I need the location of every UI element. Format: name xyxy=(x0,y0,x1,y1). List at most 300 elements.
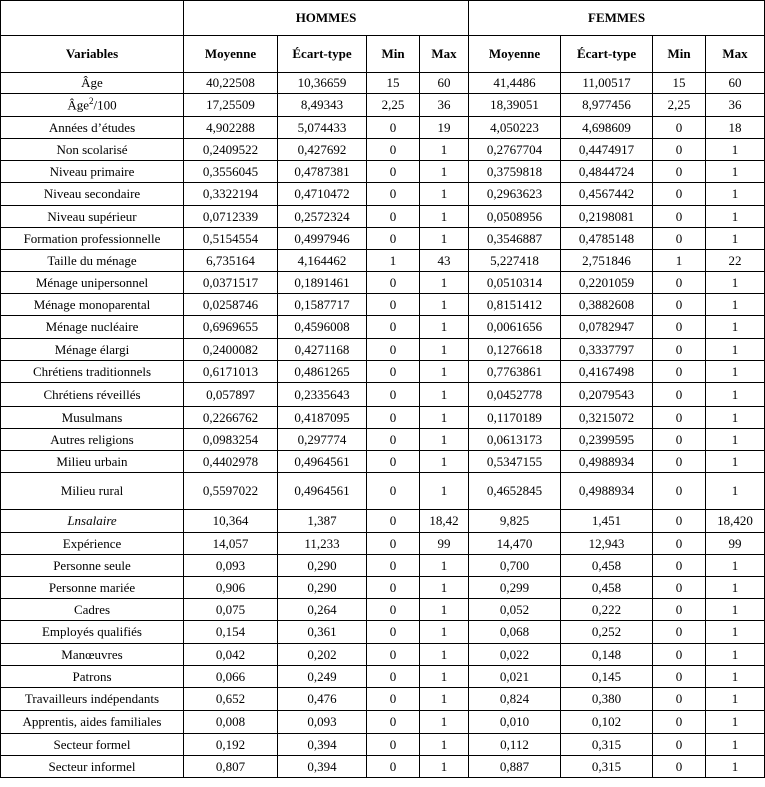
table-cell: 0,4167498 xyxy=(561,361,653,383)
table-cell: 0 xyxy=(653,183,706,206)
table-cell: 0,0613173 xyxy=(469,429,561,451)
row-label xyxy=(1,756,184,778)
table-row xyxy=(1,599,765,621)
table-cell: 0 xyxy=(367,644,420,666)
column-header-hommes-ecart-type: Écart-type xyxy=(278,36,367,73)
table-cell: 1 xyxy=(706,711,765,734)
table-row xyxy=(1,294,765,316)
row-label xyxy=(1,711,184,734)
group-femmes-header: FEMMES xyxy=(469,1,765,36)
table-cell: 1 xyxy=(706,644,765,666)
table-row xyxy=(1,117,765,139)
table-cell: 0,4964561 xyxy=(278,451,367,473)
row-label xyxy=(1,510,184,533)
table-row xyxy=(1,228,765,250)
table-cell: 0 xyxy=(367,621,420,644)
table-cell: 0 xyxy=(653,361,706,383)
table-cell: 0 xyxy=(367,533,420,555)
table-cell: 43 xyxy=(420,250,469,272)
table-cell: 1 xyxy=(420,161,469,183)
table-cell: 0,4567442 xyxy=(561,183,653,206)
table-cell: 0 xyxy=(653,577,706,599)
row-label-text: Ménage élargi xyxy=(54,341,130,357)
table-cell: 15 xyxy=(367,73,420,94)
row-label-text: Milieu rural xyxy=(60,483,124,498)
row-label xyxy=(1,272,184,294)
table-cell: 0,0508956 xyxy=(469,206,561,228)
table-cell: 1 xyxy=(706,183,765,206)
table-row xyxy=(1,644,765,666)
row-label-text: Ménage unipersonnel xyxy=(35,274,149,290)
table-cell: 0 xyxy=(653,339,706,361)
table-cell: 1 xyxy=(706,451,765,473)
row-label-text: Âge xyxy=(67,97,90,113)
row-label-text: Ménage monoparental xyxy=(33,296,151,312)
table-cell: 0 xyxy=(367,139,420,161)
row-label-text: Chrétiens traditionnels xyxy=(32,363,152,379)
table-cell: 1 xyxy=(706,621,765,644)
table-cell: 0,3546887 xyxy=(469,228,561,250)
table-cell: 0,3556045 xyxy=(184,161,278,183)
table-cell: 0 xyxy=(653,688,706,711)
table-cell: 0,4710472 xyxy=(278,183,367,206)
table-cell: 0,2409522 xyxy=(184,139,278,161)
table-cell: 60 xyxy=(420,73,469,94)
table-cell: 0,297774 xyxy=(278,429,367,451)
table-cell: 0,1891461 xyxy=(278,272,367,294)
table-cell: 1 xyxy=(420,361,469,383)
table-cell: 1 xyxy=(420,644,469,666)
table-cell: 0,4988934 xyxy=(561,473,653,510)
table-cell: 1 xyxy=(367,250,420,272)
table-cell: 2,25 xyxy=(653,94,706,117)
table-cell: 0,824 xyxy=(469,688,561,711)
table-cell: 0,252 xyxy=(561,621,653,644)
table-row xyxy=(1,250,765,272)
column-header-hommes-moyenne: Moyenne xyxy=(184,36,278,73)
table-cell: 0,249 xyxy=(278,666,367,688)
table-cell: 18,39051 xyxy=(469,94,561,117)
table-cell: 1 xyxy=(420,183,469,206)
table-cell: 1 xyxy=(420,599,469,621)
table-cell: 0,112 xyxy=(469,734,561,756)
table-row xyxy=(1,383,765,407)
row-label-text: Âge xyxy=(81,75,103,90)
table-cell: 1,451 xyxy=(561,510,653,533)
row-label-text: Apprentis, aides familiales xyxy=(22,714,162,729)
table-cell: 0,2335643 xyxy=(278,383,367,407)
table-cell: 5,074433 xyxy=(278,117,367,139)
table-cell: 0,3337797 xyxy=(561,339,653,361)
table-cell: 0 xyxy=(653,228,706,250)
table-cell: 0 xyxy=(367,429,420,451)
table-cell: 0 xyxy=(653,666,706,688)
table-cell: 18,420 xyxy=(706,510,765,533)
table-cell: 0 xyxy=(367,711,420,734)
table-cell: 1 xyxy=(420,688,469,711)
table-cell: 0 xyxy=(367,451,420,473)
row-label xyxy=(1,688,184,711)
table-row xyxy=(1,734,765,756)
table-cell: 0,0061656 xyxy=(469,316,561,339)
table-cell: 0,2572324 xyxy=(278,206,367,228)
table-cell: 1 xyxy=(420,621,469,644)
table-cell: 0,4271168 xyxy=(278,339,367,361)
table-cell: 1 xyxy=(706,294,765,316)
table-cell: 36 xyxy=(706,94,765,117)
row-label xyxy=(1,599,184,621)
table-cell: 0 xyxy=(367,294,420,316)
table-cell: 0 xyxy=(653,734,706,756)
table-cell: 8,977456 xyxy=(561,94,653,117)
table-cell: 18 xyxy=(706,117,765,139)
row-label xyxy=(1,577,184,599)
table-cell: 22 xyxy=(706,250,765,272)
table-cell: 0,807 xyxy=(184,756,278,778)
table-cell: 0,8151412 xyxy=(469,294,561,316)
table-row xyxy=(1,577,765,599)
table-cell: 0 xyxy=(653,711,706,734)
table-cell: 60 xyxy=(706,73,765,94)
table-cell: 0 xyxy=(653,429,706,451)
table-row xyxy=(1,688,765,711)
row-label-text: Expérience xyxy=(62,535,122,551)
row-label xyxy=(1,73,184,94)
table-cell: 0,4988934 xyxy=(561,451,653,473)
table-row xyxy=(1,316,765,339)
table-cell: 1 xyxy=(706,756,765,778)
table-cell: 0,427692 xyxy=(278,139,367,161)
table-cell: 99 xyxy=(706,533,765,555)
table-cell: 0,0258746 xyxy=(184,294,278,316)
table-cell: 0,264 xyxy=(278,599,367,621)
table-cell: 0,4964561 xyxy=(278,473,367,510)
table-cell: 0,4402978 xyxy=(184,451,278,473)
column-header-femmes-max: Max xyxy=(706,36,765,73)
table-cell: 0 xyxy=(367,599,420,621)
table-cell: 4,050223 xyxy=(469,117,561,139)
table-cell: 1 xyxy=(420,555,469,577)
table-cell: 0 xyxy=(653,294,706,316)
row-label xyxy=(1,183,184,206)
row-label-text: Secteur informel xyxy=(48,758,136,774)
table-row xyxy=(1,473,765,510)
table-cell: 1 xyxy=(420,228,469,250)
table-cell: 0,4785148 xyxy=(561,228,653,250)
table-cell: 0,394 xyxy=(278,734,367,756)
table-cell: 0,042 xyxy=(184,644,278,666)
table-cell: 0 xyxy=(653,555,706,577)
table-cell: 0,154 xyxy=(184,621,278,644)
column-header-hommes-min: Min xyxy=(367,36,420,73)
table-header xyxy=(1,1,765,73)
table-cell: 0,2079543 xyxy=(561,383,653,407)
table-cell: 4,698609 xyxy=(561,117,653,139)
table-cell: 17,25509 xyxy=(184,94,278,117)
column-header-femmes-moyenne: Moyenne xyxy=(469,36,561,73)
table-cell: 11,233 xyxy=(278,533,367,555)
table-cell: 1 xyxy=(420,272,469,294)
table-cell: 0,192 xyxy=(184,734,278,756)
table-cell: 0,361 xyxy=(278,621,367,644)
table-row xyxy=(1,73,765,94)
table-cell: 1 xyxy=(420,206,469,228)
table-cell: 0 xyxy=(653,383,706,407)
row-label xyxy=(1,228,184,250)
table-row xyxy=(1,339,765,361)
table-cell: 0,315 xyxy=(561,756,653,778)
table-cell: 0 xyxy=(367,272,420,294)
column-header-femmes-ecart-type: Écart-type xyxy=(561,36,653,73)
table-cell: 0,476 xyxy=(278,688,367,711)
row-label-text: Patrons xyxy=(72,668,112,684)
table-cell: 1 xyxy=(706,599,765,621)
table-cell: 0,057897 xyxy=(184,383,278,407)
table-cell: 36 xyxy=(420,94,469,117)
table-cell: 0,6969655 xyxy=(184,316,278,339)
table-cell: 1 xyxy=(706,666,765,688)
table-cell: 0,202 xyxy=(278,644,367,666)
table-cell: 15 xyxy=(653,73,706,94)
table-cell: 0,052 xyxy=(469,599,561,621)
table-cell: 14,470 xyxy=(469,533,561,555)
table-cell: 18,42 xyxy=(420,510,469,533)
row-label-text: Niveau supérieur xyxy=(47,208,137,224)
table-cell: 1 xyxy=(706,361,765,383)
row-label-text: Autres religions xyxy=(50,431,134,447)
table-cell: 0,0510314 xyxy=(469,272,561,294)
table-cell: 0,4997946 xyxy=(278,228,367,250)
row-label xyxy=(1,94,184,117)
row-label xyxy=(1,139,184,161)
table-cell: 1 xyxy=(653,250,706,272)
table-cell: 0,6171013 xyxy=(184,361,278,383)
row-label xyxy=(1,429,184,451)
table-cell: 0,0712339 xyxy=(184,206,278,228)
table-cell: 1 xyxy=(420,734,469,756)
table-cell: 1 xyxy=(420,139,469,161)
table-cell: 1 xyxy=(706,139,765,161)
table-cell: 0,3882608 xyxy=(561,294,653,316)
table-cell: 1 xyxy=(706,272,765,294)
table-cell: 0 xyxy=(367,117,420,139)
table-cell: 0 xyxy=(367,688,420,711)
table-cell: 1 xyxy=(706,383,765,407)
table-cell: 1 xyxy=(706,316,765,339)
table-row xyxy=(1,533,765,555)
table-cell: 0 xyxy=(653,117,706,139)
table-cell: 0,299 xyxy=(469,577,561,599)
table-cell: 2,751846 xyxy=(561,250,653,272)
table-cell: 0 xyxy=(367,183,420,206)
table-cell: 41,4486 xyxy=(469,73,561,94)
table-cell: 0,1170189 xyxy=(469,407,561,429)
table-cell: 0 xyxy=(367,756,420,778)
table-cell: 0 xyxy=(653,316,706,339)
table-cell: 1 xyxy=(420,451,469,473)
table-cell: 0,4844724 xyxy=(561,161,653,183)
column-header-femmes-min: Min xyxy=(653,36,706,73)
table-cell: 0 xyxy=(367,316,420,339)
table-cell: 1 xyxy=(706,429,765,451)
row-label-text: Formation professionnelle xyxy=(23,230,161,246)
table-cell: 99 xyxy=(420,533,469,555)
table-cell: 14,057 xyxy=(184,533,278,555)
table-row xyxy=(1,621,765,644)
table-cell: 0,290 xyxy=(278,577,367,599)
table-cell: 1 xyxy=(706,473,765,510)
table-cell: 0 xyxy=(367,228,420,250)
row-label-text: Manœuvres xyxy=(61,646,123,662)
table-cell: 0,5347155 xyxy=(469,451,561,473)
table-cell: 0,066 xyxy=(184,666,278,688)
table-cell: 19 xyxy=(420,117,469,139)
row-label-text: Travailleurs indépendants xyxy=(24,691,160,706)
table-cell: 1 xyxy=(706,228,765,250)
row-label-text: Taille du ménage xyxy=(47,252,137,268)
row-label-text: Personne mariée xyxy=(48,579,136,595)
row-label xyxy=(1,294,184,316)
table-cell: 0,222 xyxy=(561,599,653,621)
table-cell: 0 xyxy=(367,666,420,688)
row-label-text: Milieu urbain xyxy=(56,453,128,469)
table-cell: 0,1587717 xyxy=(278,294,367,316)
table-cell: 0,2266762 xyxy=(184,407,278,429)
table-cell: 0,4596008 xyxy=(278,316,367,339)
table-row xyxy=(1,183,765,206)
empty-corner-cell xyxy=(1,1,184,36)
table-cell: 0,3322194 xyxy=(184,183,278,206)
row-label-text: Musulmans xyxy=(61,409,123,425)
row-label-text: Non scolarisé xyxy=(56,141,128,157)
table-cell: 5,227418 xyxy=(469,250,561,272)
table-cell: 1 xyxy=(420,407,469,429)
table-cell: 0 xyxy=(653,139,706,161)
table-cell: 1 xyxy=(706,734,765,756)
table-cell: 0 xyxy=(653,451,706,473)
table-cell: 1 xyxy=(420,339,469,361)
table-cell: 1 xyxy=(706,688,765,711)
row-label xyxy=(1,644,184,666)
table-cell: 0,102 xyxy=(561,711,653,734)
row-label xyxy=(1,161,184,183)
table-cell: 0,4474917 xyxy=(561,139,653,161)
table-cell: 0,2963623 xyxy=(469,183,561,206)
row-label xyxy=(1,555,184,577)
table-cell: 0 xyxy=(653,644,706,666)
table-cell: 1 xyxy=(420,294,469,316)
table-cell: 10,36659 xyxy=(278,73,367,94)
table-cell: 0 xyxy=(653,473,706,510)
row-label xyxy=(1,621,184,644)
table-row xyxy=(1,555,765,577)
row-label-text: Cadres xyxy=(73,601,111,617)
table-cell: 0 xyxy=(367,383,420,407)
table-cell: 0,887 xyxy=(469,756,561,778)
table-cell: 9,825 xyxy=(469,510,561,533)
row-label xyxy=(1,533,184,555)
group-header-row xyxy=(1,1,765,36)
table-cell: 0 xyxy=(653,272,706,294)
table-cell: 2,25 xyxy=(367,94,420,117)
table-cell: 1 xyxy=(420,711,469,734)
table-cell: 0,394 xyxy=(278,756,367,778)
table-cell: 0 xyxy=(367,407,420,429)
table-cell: 1 xyxy=(420,473,469,510)
table-cell: 0,4861265 xyxy=(278,361,367,383)
row-label-text: Personne seule xyxy=(53,557,131,573)
table-row xyxy=(1,206,765,228)
table-cell: 0,075 xyxy=(184,599,278,621)
table-cell: 0,4787381 xyxy=(278,161,367,183)
row-label xyxy=(1,339,184,361)
table-cell: 0 xyxy=(367,339,420,361)
table-row xyxy=(1,94,765,117)
table-cell: 0,458 xyxy=(561,555,653,577)
row-label-suffix: /100 xyxy=(93,97,117,113)
row-label-text: Ménage nucléaire xyxy=(45,319,139,334)
table-cell: 0 xyxy=(367,577,420,599)
row-label-text: Niveau secondaire xyxy=(43,186,141,201)
row-label-text: Niveau primaire xyxy=(49,163,135,179)
table-cell: 0 xyxy=(653,621,706,644)
table-cell: 0 xyxy=(367,361,420,383)
table-cell: 0 xyxy=(653,161,706,183)
table-cell: 40,22508 xyxy=(184,73,278,94)
table-cell: 0 xyxy=(653,510,706,533)
column-header-variables: Variables xyxy=(1,36,184,73)
column-header-hommes-max: Max xyxy=(420,36,469,73)
table-cell: 6,735164 xyxy=(184,250,278,272)
table-cell: 1 xyxy=(420,577,469,599)
table-body xyxy=(1,73,765,778)
table-cell: 0,2198081 xyxy=(561,206,653,228)
table-cell: 1 xyxy=(420,429,469,451)
table-row xyxy=(1,711,765,734)
table-row xyxy=(1,361,765,383)
table-cell: 0,068 xyxy=(469,621,561,644)
table-cell: 0 xyxy=(367,161,420,183)
row-label xyxy=(1,451,184,473)
row-label xyxy=(1,117,184,139)
row-label-text: Lnsalaire xyxy=(67,513,117,528)
table-row xyxy=(1,161,765,183)
table-cell: 0,700 xyxy=(469,555,561,577)
table-cell: 0,906 xyxy=(184,577,278,599)
table-cell: 1 xyxy=(706,161,765,183)
table-cell: 0,093 xyxy=(184,555,278,577)
row-label xyxy=(1,734,184,756)
table-cell: 8,49343 xyxy=(278,94,367,117)
table-row xyxy=(1,510,765,533)
table-cell: 0 xyxy=(653,756,706,778)
table-cell: 1 xyxy=(420,756,469,778)
row-label xyxy=(1,473,184,510)
row-label xyxy=(1,407,184,429)
row-label-text: Années d’études xyxy=(48,119,136,135)
table-cell: 0 xyxy=(653,206,706,228)
table-cell: 1 xyxy=(706,555,765,577)
table-cell: 0,093 xyxy=(278,711,367,734)
table-cell: 0,008 xyxy=(184,711,278,734)
table-cell: 1 xyxy=(420,666,469,688)
table-cell: 12,943 xyxy=(561,533,653,555)
row-label-text: Secteur formel xyxy=(53,736,131,752)
row-label xyxy=(1,206,184,228)
table-cell: 0 xyxy=(653,533,706,555)
row-label xyxy=(1,250,184,272)
table-cell: 10,364 xyxy=(184,510,278,533)
